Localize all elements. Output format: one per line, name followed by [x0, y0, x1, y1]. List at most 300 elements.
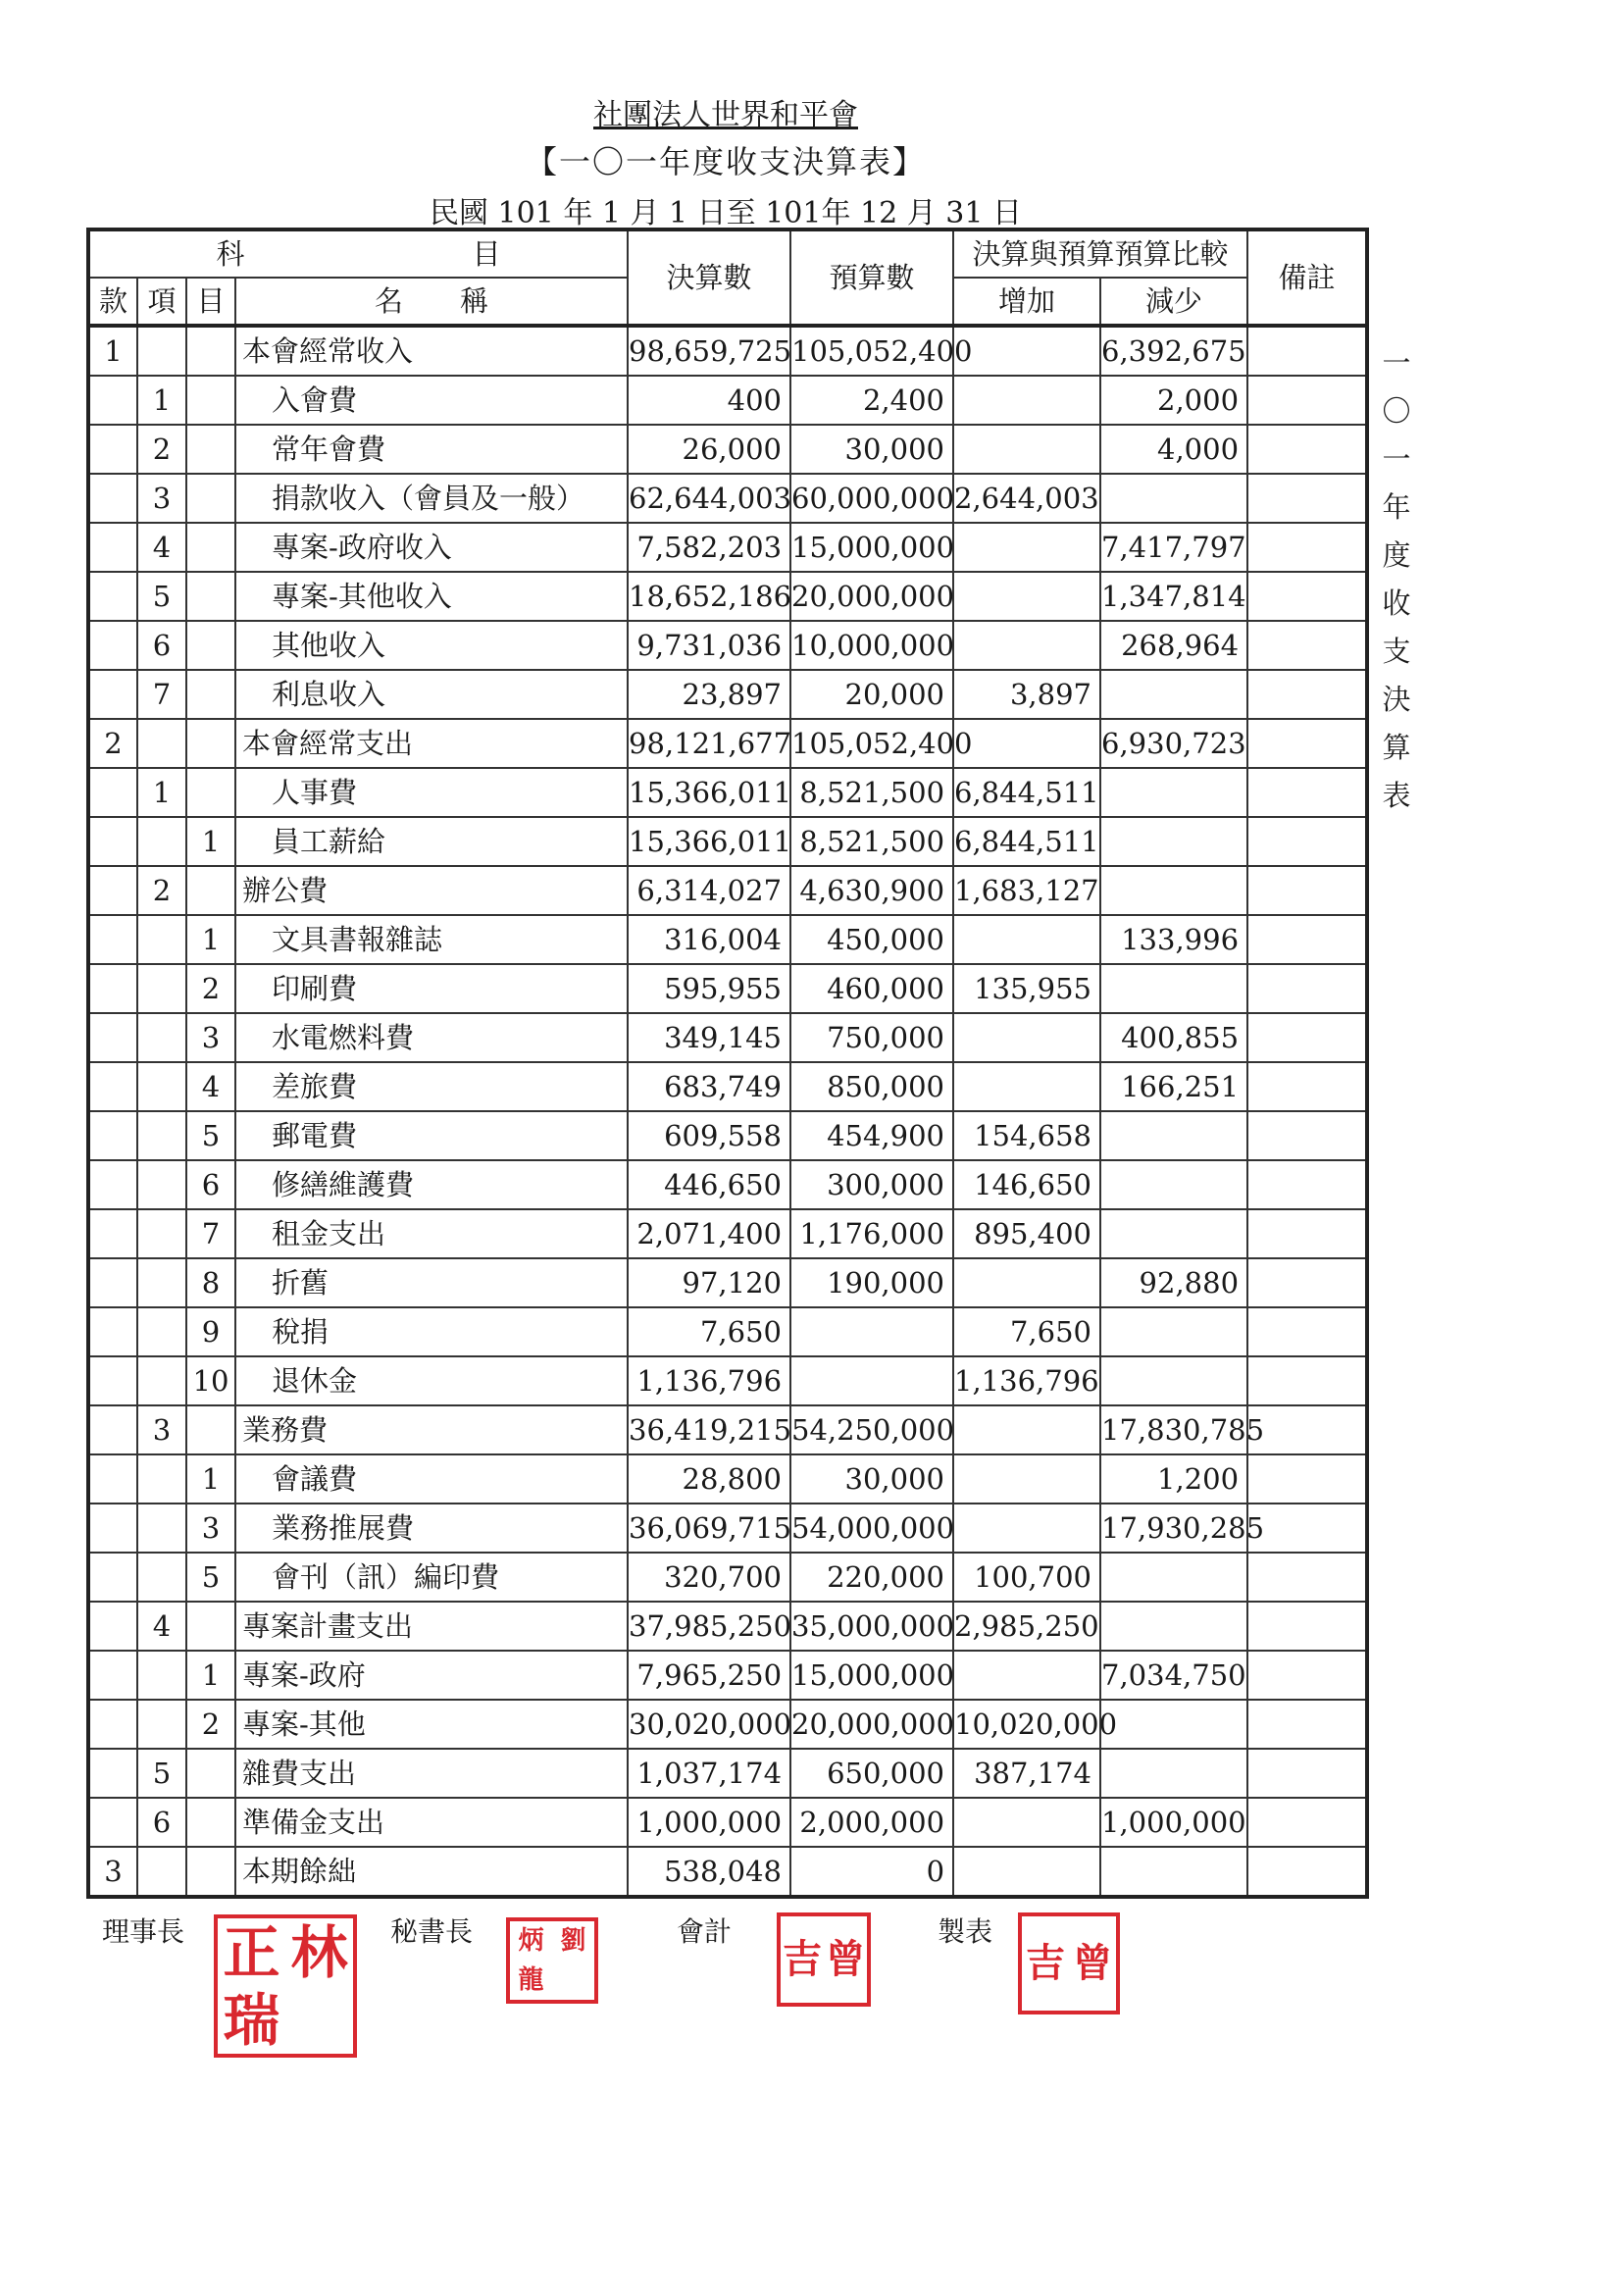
remark-cell — [1247, 817, 1367, 866]
item-name-cell: 文具書報雜誌 — [235, 915, 628, 964]
item-name-cell: 利息收入 — [235, 670, 628, 719]
mu-cell — [186, 768, 235, 817]
actual-amount-cell: 7,582,203 — [628, 523, 790, 572]
table-row — [88, 425, 1367, 474]
actual-amount-cell: 349,145 — [628, 1013, 790, 1062]
header-remark: 備註 — [1247, 229, 1367, 326]
xiang-cell — [137, 1356, 186, 1405]
item-name-cell: 折舊 — [235, 1258, 628, 1307]
kuan-cell — [88, 866, 137, 915]
header-budget: 預算數 — [790, 229, 953, 326]
mu-cell — [186, 1749, 235, 1798]
table-row — [88, 1013, 1367, 1062]
budget-amount-cell: 54,250,000 — [790, 1405, 953, 1454]
xiang-cell — [137, 1504, 186, 1553]
decrease-amount-cell: 17,830,785 — [1100, 1405, 1247, 1454]
preparer-label: 製表 — [938, 1915, 993, 1948]
mu-cell — [186, 866, 235, 915]
actual-amount-cell: 7,965,250 — [628, 1651, 790, 1700]
side-title-char: 〇 — [1382, 394, 1411, 428]
kuan-cell: 1 — [88, 326, 137, 376]
budget-amount-cell: 750,000 — [790, 1013, 953, 1062]
kuan-cell — [88, 621, 137, 670]
actual-amount-cell: 538,048 — [628, 1847, 790, 1897]
mu-cell: 5 — [186, 1553, 235, 1602]
remark-cell — [1247, 1798, 1367, 1847]
seal-char: 吉 — [783, 1936, 822, 1982]
increase-amount-cell — [953, 1062, 1100, 1111]
chairman-label: 理事長 — [102, 1915, 185, 1948]
seal-char: 龍 — [518, 1965, 544, 1995]
item-name-cell: 專案-其他 — [235, 1700, 628, 1749]
mu-cell: 2 — [186, 1700, 235, 1749]
kuan-cell — [88, 1454, 137, 1504]
side-title-char: 一 — [1382, 346, 1411, 380]
actual-amount-cell: 320,700 — [628, 1553, 790, 1602]
table-row — [88, 1111, 1367, 1160]
item-name-cell: 專案-政府 — [235, 1651, 628, 1700]
mu-cell — [186, 326, 235, 376]
actual-amount-cell: 30,020,000 — [628, 1700, 790, 1749]
preparer-seal — [1018, 1912, 1120, 2014]
item-name-cell: 本期餘絀 — [235, 1847, 628, 1897]
seal-char: 曾 — [826, 1936, 865, 1982]
actual-amount-cell: 316,004 — [628, 915, 790, 964]
remark-cell — [1247, 572, 1367, 621]
remark-cell — [1247, 915, 1367, 964]
increase-amount-cell: 6,844,511 — [953, 768, 1100, 817]
increase-amount-cell — [953, 621, 1100, 670]
item-name-cell: 會議費 — [235, 1454, 628, 1504]
xiang-cell: 5 — [137, 1749, 186, 1798]
item-name-cell: 員工薪給 — [235, 817, 628, 866]
remark-cell — [1247, 670, 1367, 719]
decrease-amount-cell — [1100, 817, 1247, 866]
kuan-cell: 2 — [88, 719, 137, 768]
increase-amount-cell: 895,400 — [953, 1209, 1100, 1258]
increase-amount-cell — [953, 572, 1100, 621]
budget-amount-cell: 15,000,000 — [790, 523, 953, 572]
budget-amount-cell: 650,000 — [790, 1749, 953, 1798]
table-row — [88, 915, 1367, 964]
item-name-cell: 差旅費 — [235, 1062, 628, 1111]
mu-cell: 4 — [186, 1062, 235, 1111]
remark-cell — [1247, 1553, 1367, 1602]
increase-amount-cell: 2,985,250 — [953, 1602, 1100, 1651]
kuan-cell — [88, 1258, 137, 1307]
remark-cell — [1247, 523, 1367, 572]
actual-amount-cell: 9,731,036 — [628, 621, 790, 670]
xiang-cell: 1 — [137, 376, 186, 425]
kuan-cell — [88, 1405, 137, 1454]
item-name-cell: 稅捐 — [235, 1307, 628, 1356]
mu-cell: 7 — [186, 1209, 235, 1258]
xiang-cell — [137, 1307, 186, 1356]
increase-amount-cell: 7,650 — [953, 1307, 1100, 1356]
kuan-cell — [88, 474, 137, 523]
decrease-amount-cell: 4,000 — [1100, 425, 1247, 474]
budget-amount-cell: 300,000 — [790, 1160, 953, 1209]
side-title-char: 決 — [1382, 683, 1411, 716]
side-title-char: 一 — [1382, 442, 1411, 476]
xiang-cell — [137, 1013, 186, 1062]
header-actual: 決算數 — [628, 229, 790, 326]
remark-cell — [1247, 1258, 1367, 1307]
remark-cell — [1247, 376, 1367, 425]
seal-char: 曾 — [1073, 1940, 1112, 1986]
item-name-cell: 會刊（訊）編印費 — [235, 1553, 628, 1602]
budget-amount-cell — [790, 1356, 953, 1405]
header-subject: 科 目 — [88, 229, 628, 278]
mu-cell — [186, 572, 235, 621]
increase-amount-cell — [953, 1651, 1100, 1700]
increase-amount-cell — [953, 915, 1100, 964]
item-name-cell: 準備金支出 — [235, 1798, 628, 1847]
org-name: 社團法人世界和平會 — [593, 98, 858, 132]
item-name-cell: 業務推展費 — [235, 1504, 628, 1553]
accountant-seal — [777, 1912, 871, 2007]
budget-amount-cell: 20,000 — [790, 670, 953, 719]
decrease-amount-cell: 1,000,000 — [1100, 1798, 1247, 1847]
item-name-cell: 水電燃料費 — [235, 1013, 628, 1062]
increase-amount-cell — [953, 1013, 1100, 1062]
decrease-amount-cell: 400,855 — [1100, 1013, 1247, 1062]
actual-amount-cell: 62,644,003 — [628, 474, 790, 523]
decrease-amount-cell — [1100, 1602, 1247, 1651]
actual-amount-cell: 7,650 — [628, 1307, 790, 1356]
kuan-cell — [88, 1749, 137, 1798]
increase-amount-cell: 387,174 — [953, 1749, 1100, 1798]
item-name-cell: 租金支出 — [235, 1209, 628, 1258]
kuan-cell — [88, 425, 137, 474]
kuan-cell — [88, 915, 137, 964]
budget-amount-cell: 20,000,000 — [790, 1700, 953, 1749]
xiang-cell — [137, 1847, 186, 1897]
decrease-amount-cell — [1100, 1700, 1247, 1749]
remark-cell — [1247, 768, 1367, 817]
remark-cell — [1247, 474, 1367, 523]
xiang-cell — [137, 719, 186, 768]
actual-amount-cell: 26,000 — [628, 425, 790, 474]
table-row — [88, 1356, 1367, 1405]
decrease-amount-cell — [1100, 1356, 1247, 1405]
xiang-cell — [137, 915, 186, 964]
mu-cell — [186, 1602, 235, 1651]
mu-cell — [186, 621, 235, 670]
decrease-amount-cell: 6,392,675 — [1100, 326, 1247, 376]
table-row — [88, 964, 1367, 1013]
mu-cell — [186, 425, 235, 474]
actual-amount-cell: 15,366,011 — [628, 817, 790, 866]
kuan-cell — [88, 1062, 137, 1111]
actual-amount-cell: 446,650 — [628, 1160, 790, 1209]
decrease-amount-cell — [1100, 1749, 1247, 1798]
mu-cell: 1 — [186, 1454, 235, 1504]
budget-amount-cell: 450,000 — [790, 915, 953, 964]
kuan-cell — [88, 1013, 137, 1062]
mu-cell: 1 — [186, 915, 235, 964]
actual-amount-cell: 1,000,000 — [628, 1798, 790, 1847]
actual-amount-cell: 400 — [628, 376, 790, 425]
kuan-cell — [88, 964, 137, 1013]
side-title-char: 支 — [1382, 635, 1411, 668]
table-row — [88, 1700, 1367, 1749]
xiang-cell: 5 — [137, 572, 186, 621]
decrease-amount-cell — [1100, 768, 1247, 817]
side-title-char: 算 — [1382, 731, 1411, 764]
kuan-cell — [88, 670, 137, 719]
kuan-cell — [88, 1504, 137, 1553]
decrease-amount-cell: 17,930,285 — [1100, 1504, 1247, 1553]
table-row — [88, 1209, 1367, 1258]
xiang-cell: 2 — [137, 425, 186, 474]
budget-amount-cell: 460,000 — [790, 964, 953, 1013]
table-row — [88, 376, 1367, 425]
remark-cell — [1247, 719, 1367, 768]
item-name-cell: 其他收入 — [235, 621, 628, 670]
decrease-amount-cell — [1100, 1111, 1247, 1160]
remark-cell — [1247, 866, 1367, 915]
increase-amount-cell — [953, 425, 1100, 474]
kuan-cell — [88, 1700, 137, 1749]
item-name-cell: 專案計畫支出 — [235, 1602, 628, 1651]
mu-cell — [186, 1847, 235, 1897]
xiang-cell — [137, 1454, 186, 1504]
item-name-cell: 專案-政府收入 — [235, 523, 628, 572]
mu-cell: 1 — [186, 817, 235, 866]
actual-amount-cell: 1,136,796 — [628, 1356, 790, 1405]
xiang-cell — [137, 326, 186, 376]
budget-amount-cell: 8,521,500 — [790, 768, 953, 817]
kuan-cell — [88, 1111, 137, 1160]
table-row — [88, 1405, 1367, 1454]
xiang-cell — [137, 1111, 186, 1160]
increase-amount-cell — [953, 1504, 1100, 1553]
actual-amount-cell: 2,071,400 — [628, 1209, 790, 1258]
item-name-cell: 辦公費 — [235, 866, 628, 915]
xiang-cell — [137, 817, 186, 866]
item-name-cell: 印刷費 — [235, 964, 628, 1013]
increase-amount-cell: 100,700 — [953, 1553, 1100, 1602]
actual-amount-cell: 6,314,027 — [628, 866, 790, 915]
seal-char: 林 — [290, 1918, 348, 1986]
increase-amount-cell: 1,136,796 — [953, 1356, 1100, 1405]
mu-cell — [186, 670, 235, 719]
mu-cell: 3 — [186, 1504, 235, 1553]
budget-amount-cell: 20,000,000 — [790, 572, 953, 621]
increase-amount-cell — [953, 376, 1100, 425]
actual-amount-cell: 595,955 — [628, 964, 790, 1013]
budget-amount-cell: 60,000,000 — [790, 474, 953, 523]
mu-cell — [186, 1798, 235, 1847]
xiang-cell: 1 — [137, 768, 186, 817]
actual-amount-cell: 1,037,174 — [628, 1749, 790, 1798]
budget-amount-cell: 30,000 — [790, 425, 953, 474]
actual-amount-cell: 98,659,725 — [628, 326, 790, 376]
decrease-amount-cell: 7,417,797 — [1100, 523, 1247, 572]
decrease-amount-cell — [1100, 1209, 1247, 1258]
decrease-amount-cell: 166,251 — [1100, 1062, 1247, 1111]
table-row — [88, 1307, 1367, 1356]
budget-amount-cell: 2,000,000 — [790, 1798, 953, 1847]
seal-char: 劉 — [560, 1926, 586, 1956]
increase-amount-cell — [953, 326, 1100, 376]
item-name-cell: 本會經常收入 — [235, 326, 628, 376]
item-name-cell: 郵電費 — [235, 1111, 628, 1160]
decrease-amount-cell: 133,996 — [1100, 915, 1247, 964]
kuan-cell: 3 — [88, 1847, 137, 1897]
kuan-cell — [88, 523, 137, 572]
remark-cell — [1247, 1700, 1367, 1749]
item-name-cell: 常年會費 — [235, 425, 628, 474]
actual-amount-cell: 28,800 — [628, 1454, 790, 1504]
increase-amount-cell: 6,844,511 — [953, 817, 1100, 866]
xiang-cell: 6 — [137, 621, 186, 670]
mu-cell: 5 — [186, 1111, 235, 1160]
kuan-cell — [88, 1356, 137, 1405]
header-xiang: 項 — [137, 278, 186, 326]
seal-char: 吉 — [1026, 1940, 1065, 1986]
table-row — [88, 866, 1367, 915]
decrease-amount-cell — [1100, 474, 1247, 523]
xiang-cell — [137, 1258, 186, 1307]
table-row — [88, 621, 1367, 670]
side-title-char: 表 — [1382, 779, 1411, 812]
table-row — [88, 1798, 1367, 1847]
header-name: 名 稱 — [235, 278, 628, 326]
increase-amount-cell — [953, 1847, 1100, 1897]
xiang-cell: 3 — [137, 1405, 186, 1454]
table-row — [88, 1847, 1367, 1897]
actual-amount-cell: 683,749 — [628, 1062, 790, 1111]
decrease-amount-cell — [1100, 670, 1247, 719]
kuan-cell — [88, 1307, 137, 1356]
increase-amount-cell: 146,650 — [953, 1160, 1100, 1209]
budget-amount-cell: 15,000,000 — [790, 1651, 953, 1700]
actual-amount-cell: 23,897 — [628, 670, 790, 719]
remark-cell — [1247, 326, 1367, 376]
budget-amount-cell: 30,000 — [790, 1454, 953, 1504]
budget-amount-cell: 54,000,000 — [790, 1504, 953, 1553]
kuan-cell — [88, 1798, 137, 1847]
remark-cell — [1247, 1847, 1367, 1897]
side-title-char: 度 — [1382, 538, 1411, 572]
remark-cell — [1247, 1651, 1367, 1700]
item-name-cell: 入會費 — [235, 376, 628, 425]
budget-amount-cell: 10,000,000 — [790, 621, 953, 670]
mu-cell — [186, 474, 235, 523]
actual-amount-cell: 18,652,186 — [628, 572, 790, 621]
kuan-cell — [88, 1602, 137, 1651]
decrease-amount-cell — [1100, 1847, 1247, 1897]
table-row — [88, 768, 1367, 817]
xiang-cell — [137, 1700, 186, 1749]
budget-amount-cell: 190,000 — [790, 1258, 953, 1307]
table-row — [88, 326, 1367, 376]
item-name-cell: 修繕維護費 — [235, 1160, 628, 1209]
remark-cell — [1247, 1602, 1367, 1651]
header-kuan: 款 — [88, 278, 137, 326]
decrease-amount-cell: 2,000 — [1100, 376, 1247, 425]
item-name-cell: 退休金 — [235, 1356, 628, 1405]
table-row — [88, 1602, 1367, 1651]
decrease-amount-cell: 7,034,750 — [1100, 1651, 1247, 1700]
remark-cell — [1247, 425, 1367, 474]
item-name-cell: 專案-其他收入 — [235, 572, 628, 621]
budget-amount-cell: 4,630,900 — [790, 866, 953, 915]
remark-cell — [1247, 1111, 1367, 1160]
table-row — [88, 1553, 1367, 1602]
chairman-seal — [214, 1914, 357, 2058]
decrease-amount-cell: 92,880 — [1100, 1258, 1247, 1307]
increase-amount-cell — [953, 1405, 1100, 1454]
table-row — [88, 1258, 1367, 1307]
item-name-cell: 人事費 — [235, 768, 628, 817]
xiang-cell — [137, 1553, 186, 1602]
kuan-cell — [88, 1160, 137, 1209]
remark-cell — [1247, 1307, 1367, 1356]
budget-amount-cell: 35,000,000 — [790, 1602, 953, 1651]
mu-cell — [186, 376, 235, 425]
budget-amount-cell: 0 — [790, 1847, 953, 1897]
increase-amount-cell — [953, 1454, 1100, 1504]
xiang-cell — [137, 1160, 186, 1209]
table-row — [88, 523, 1367, 572]
decrease-amount-cell: 6,930,723 — [1100, 719, 1247, 768]
item-name-cell: 雜費支出 — [235, 1749, 628, 1798]
decrease-amount-cell — [1100, 1307, 1247, 1356]
side-title-char: 收 — [1382, 586, 1411, 620]
actual-amount-cell: 98,121,677 — [628, 719, 790, 768]
budget-amount-cell: 1,176,000 — [790, 1209, 953, 1258]
remark-cell — [1247, 1160, 1367, 1209]
table-row — [88, 1454, 1367, 1504]
seal-char: 炳 — [518, 1926, 544, 1956]
remark-cell — [1247, 1749, 1367, 1798]
mu-cell — [186, 523, 235, 572]
budget-amount-cell: 220,000 — [790, 1553, 953, 1602]
increase-amount-cell: 154,658 — [953, 1111, 1100, 1160]
header-mu: 目 — [186, 278, 235, 326]
mu-cell — [186, 1405, 235, 1454]
mu-cell: 3 — [186, 1013, 235, 1062]
remark-cell — [1247, 1013, 1367, 1062]
table-row — [88, 1062, 1367, 1111]
xiang-cell: 6 — [137, 1798, 186, 1847]
decrease-amount-cell: 268,964 — [1100, 621, 1247, 670]
xiang-cell: 7 — [137, 670, 186, 719]
mu-cell: 9 — [186, 1307, 235, 1356]
increase-amount-cell: 135,955 — [953, 964, 1100, 1013]
remark-cell — [1247, 1454, 1367, 1504]
xiang-cell: 4 — [137, 1602, 186, 1651]
table-row — [88, 1160, 1367, 1209]
mu-cell: 1 — [186, 1651, 235, 1700]
increase-amount-cell: 1,683,127 — [953, 866, 1100, 915]
header-decrease: 減少 — [1100, 278, 1247, 326]
remark-cell — [1247, 964, 1367, 1013]
increase-amount-cell — [953, 719, 1100, 768]
mu-cell: 8 — [186, 1258, 235, 1307]
budget-amount-cell: 454,900 — [790, 1111, 953, 1160]
increase-amount-cell — [953, 1798, 1100, 1847]
xiang-cell: 3 — [137, 474, 186, 523]
table-row — [88, 670, 1367, 719]
actual-amount-cell: 36,419,215 — [628, 1405, 790, 1454]
budget-amount-cell: 2,400 — [790, 376, 953, 425]
seal-char: 瑞 — [223, 1986, 280, 2054]
table-row — [88, 1749, 1367, 1798]
